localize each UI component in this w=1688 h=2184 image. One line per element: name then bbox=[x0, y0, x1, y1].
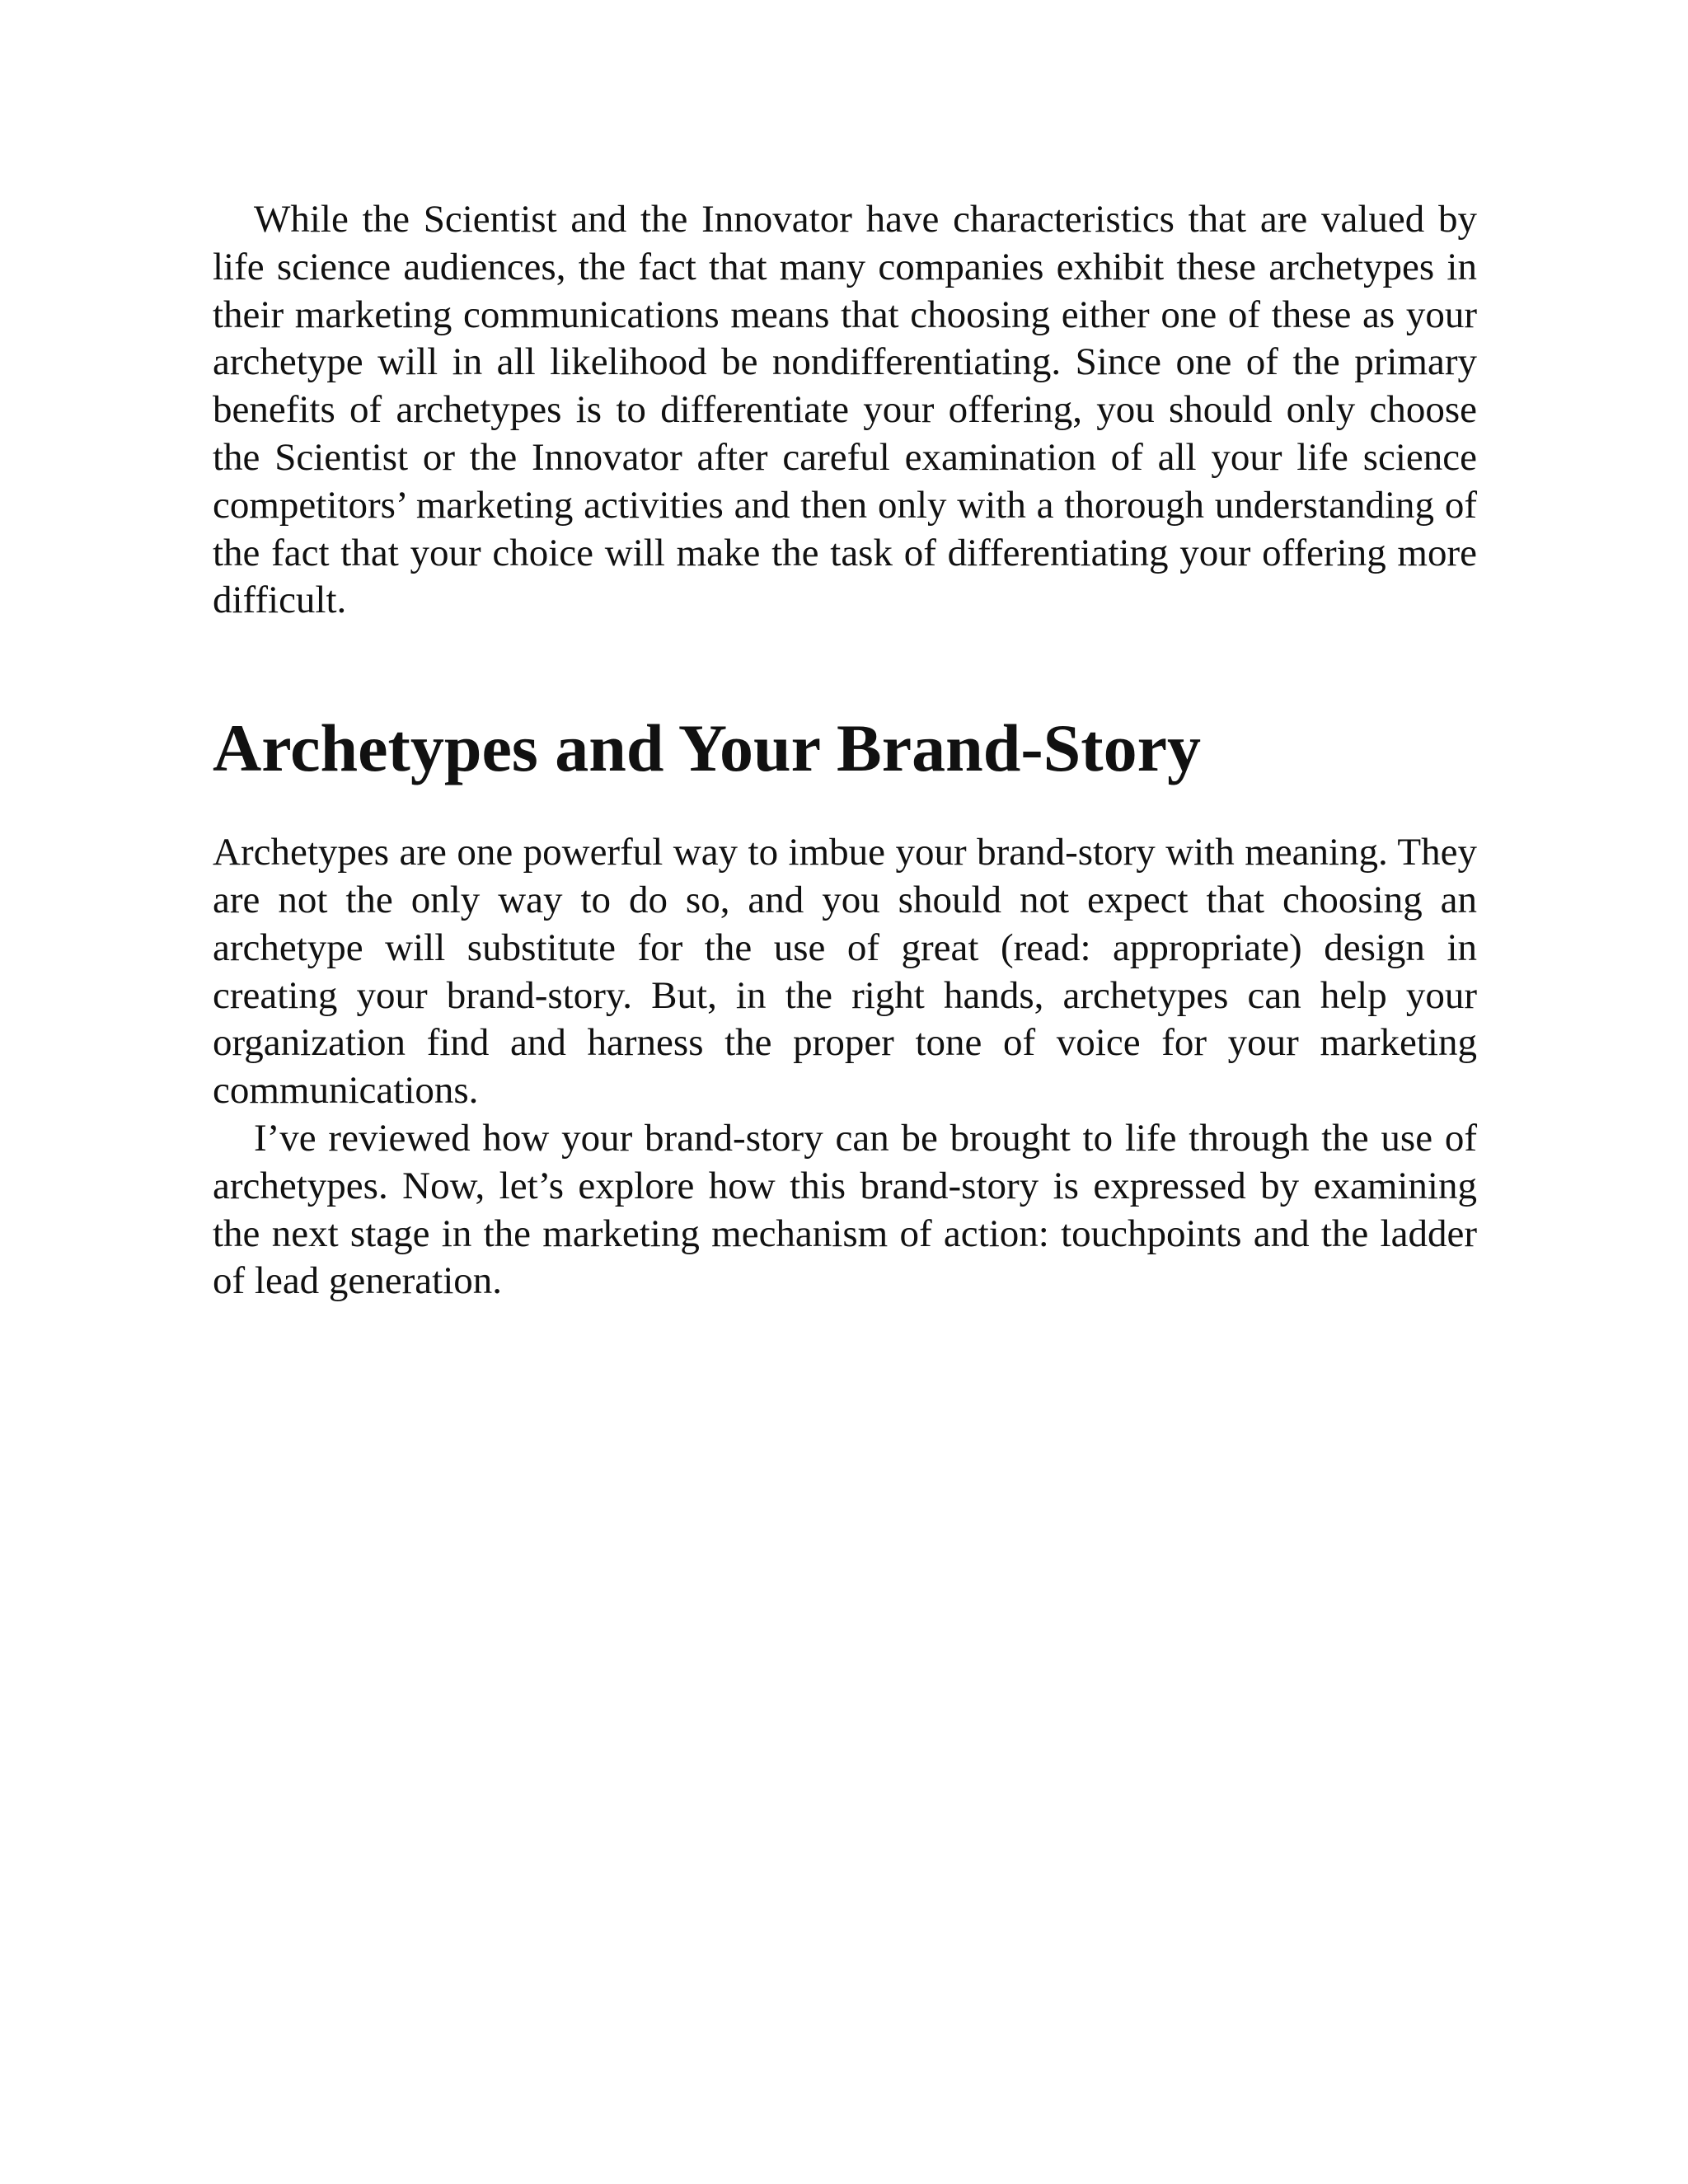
document-page bbox=[213, 196, 1477, 1305]
section-heading: Archetypes and Your Brand-Story bbox=[213, 710, 1201, 786]
body-paragraph: I’ve reviewed how your brand-story can be brought to life through the use of archetypes. Now, let’s explore how this brand-story is expressed by examining the next stage in the marketing mechanism of action: touchpoints and the ladder of lead generation. bbox=[213, 1116, 1477, 1303]
body-paragraph: While the Scientist and the Innovator have characteristics that are valued by life science audiences, the fact that many companies exhibit these archetypes in their marketing communications means that choosing either one of these as your archetype will in all likelihood be nondifferentiating. Since one of the primary benefits of archetypes is to differentiate your offering, you should only choose the Scientist or the Innovator after careful examination of all your life science competitors’ marketing activities and then only with a thorough understanding of the fact that your choice will make the task of differentiating your offering more difficult. bbox=[213, 198, 1477, 622]
body-paragraph: Archetypes are one powerful way to imbue your brand-story with meaning. They are not the only way to do so, and you should not expect that choosing an archetype will substitute for the use of great (read: appropriate) design in creating your brand-story. But, in the right hands, archetypes can help your organization find and harness the proper tone of voice for your marketing communications. bbox=[213, 831, 1477, 1113]
